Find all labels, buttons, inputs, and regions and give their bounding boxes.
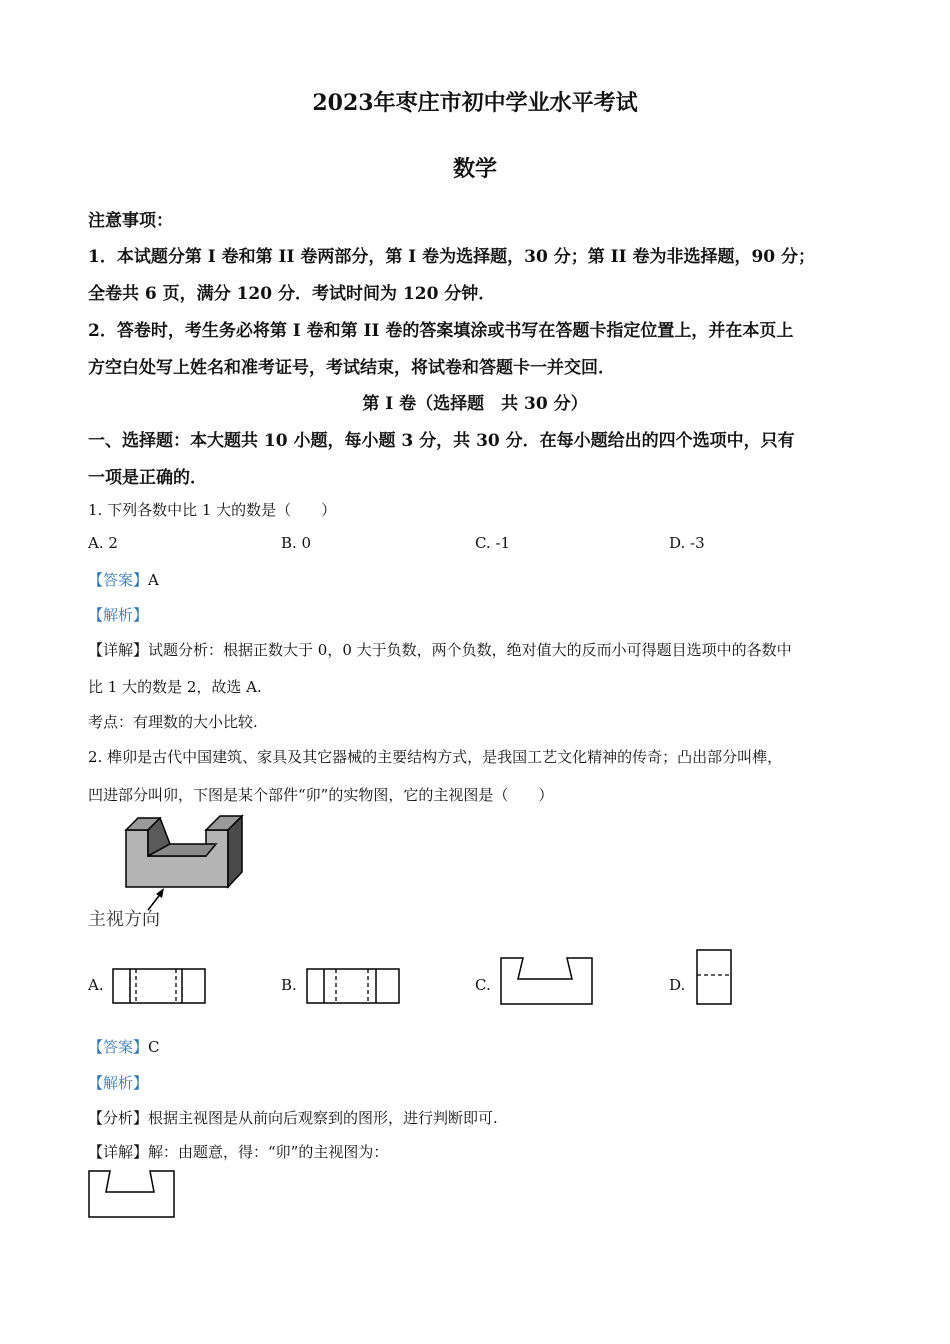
q2-detail-text: 解：由题意，得：“卯”的主视图为： (148, 1143, 389, 1161)
q2-stem-line1: 2. 榫卯是古代中国建筑、家具及其它器械的主要结构方式，是我国工艺文化精神的传奇；凸出部分叫榫， (88, 748, 783, 766)
q2-detail (88, 1141, 388, 1162)
section-instruction-line2: 一项是正确的． (88, 468, 207, 488)
q2-option-c-figure (500, 957, 594, 1005)
q2-answer-front-view-figure (88, 1170, 176, 1218)
q1-detail-tag: 【详解】 (88, 641, 149, 659)
q1-option-a: A. 2 (88, 534, 118, 552)
notice-heading: 注意事项： (88, 211, 173, 231)
q2-fenxi-text: 根据主视图是从前向后观察到的图形，进行判断即可. (148, 1109, 498, 1127)
q2-answer (88, 1036, 160, 1057)
subject-title: 数学 (452, 156, 497, 182)
q2-option-b-figure (306, 968, 400, 1004)
q2-stem-line2: 凹进部分叫卯，下图是某个部件“卯”的实物图，它的主视图是（ ） (88, 786, 554, 804)
q2-detail-tag: 【详解】 (88, 1143, 149, 1161)
q1-detail-line2: 比 1 大的数是 2，故选 A. (88, 678, 262, 696)
q1-answer-value: A (148, 571, 159, 589)
notice-item2-line1: 2．答卷时，考生务必将第 I 卷和第 II 卷的答案填涂或书写在答题卡指定位置上，并在本页上 (88, 321, 794, 341)
exam-title: 2023年枣庄市初中学业水平考试 (312, 90, 638, 116)
mortise-3d-figure (120, 810, 260, 920)
section-title: 第 I 卷（选择题 共 30 分） (362, 394, 588, 414)
q1-point: 考点：有理数的大小比较. (88, 713, 258, 731)
section-instruction-line1: 一、选择题：本大题共 10 小题，每小题 3 分，共 30 分．在每小题给出的四个选项中，只有 (88, 431, 795, 451)
q1-option-d: D. -3 (669, 534, 705, 552)
notice-item1-line1: 1．本试题分第 I 卷和第 II 卷两部分，第 I 卷为选择题，30 分；第 II 卷为非选择题，90 分； (88, 247, 816, 267)
q2-analysis-tag: 【解析】 (88, 1074, 149, 1092)
q1-answer-tag: 【答案】 (88, 571, 149, 589)
q2-option-b-label: B. (281, 976, 297, 994)
q2-option-c-label: C. (475, 976, 491, 994)
notice-item2-line2: 方空白处写上姓名和准考证号，考试结束，将试卷和答题卡一并交回． (88, 358, 615, 378)
q2-option-a-label: A. (88, 976, 104, 994)
q2-answer-tag: 【答案】 (88, 1038, 149, 1056)
q1-option-b: B. 0 (281, 534, 312, 552)
q2-fenxi-tag: 【分析】 (88, 1109, 149, 1127)
q2-fenxi (88, 1107, 498, 1128)
q2-answer-value: C (148, 1038, 160, 1056)
q2-option-d-label: D. (669, 976, 686, 994)
q1-stem: 1. 下列各数中比 1 大的数是（ ） (88, 501, 337, 519)
notice-item1-line2: 全卷共 6 页，满分 120 分．考试时间为 120 分钟． (88, 284, 496, 304)
q2-option-d-figure (696, 949, 732, 1005)
q2-option-a-figure (112, 968, 206, 1004)
q1-detail-line1 (88, 639, 792, 660)
q1-detail-text1: 试题分析：根据正数大于 0，0 大于负数，两个负数，绝对值大的反而小可得题目选项中的各数中 (148, 641, 792, 659)
q1-option-c: C. -1 (475, 534, 511, 552)
q1-analysis-tag: 【解析】 (88, 606, 149, 624)
q1-answer (88, 569, 159, 590)
figure-caption: 主视方向 (88, 909, 160, 930)
